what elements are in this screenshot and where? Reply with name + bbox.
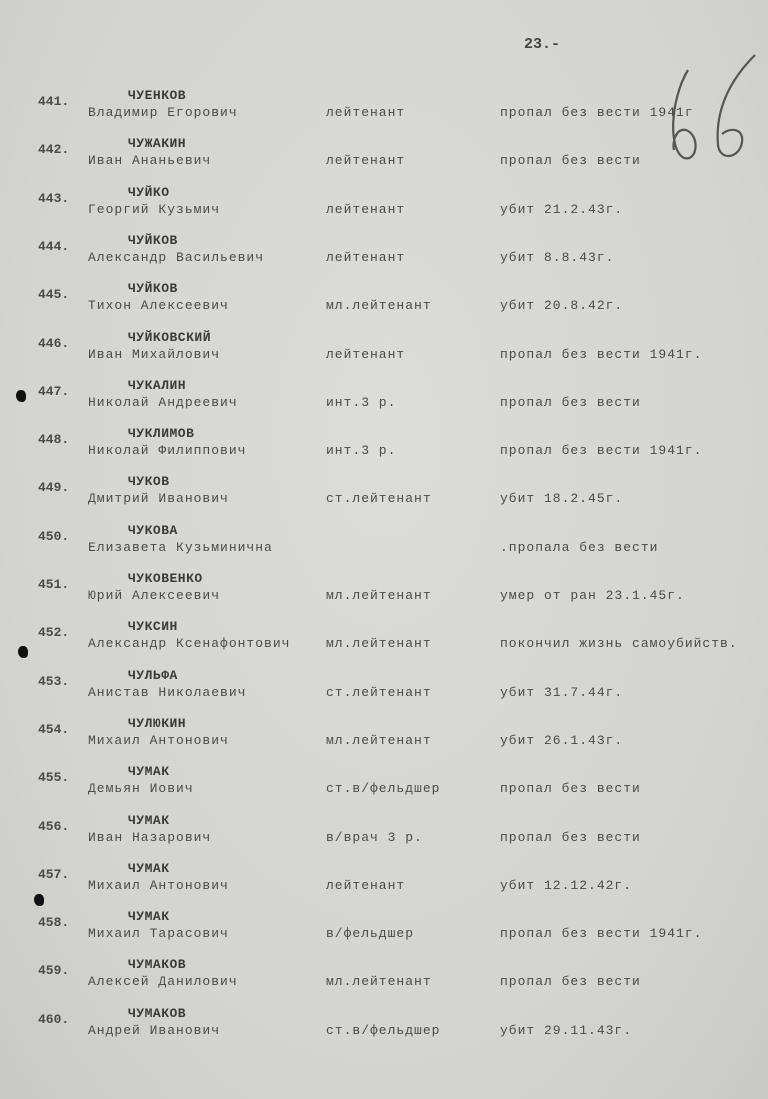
surname: ЧУКОВ: [128, 474, 170, 490]
rank: ст.лейтенант: [326, 684, 432, 700]
rank: мл.лейтенант: [326, 588, 432, 603]
rank: в/врач 3 р.: [326, 829, 423, 845]
list-item: [0, 667, 768, 718]
entry-number: 442.: [38, 142, 70, 158]
surname: ЧУМАК: [128, 860, 170, 876]
entry-number: 457.: [38, 866, 70, 882]
given-name: Юрий Алексеевич: [88, 588, 221, 603]
punch-hole: [34, 894, 44, 906]
status: пропал без вести: [500, 394, 641, 410]
entry-number: 443.: [38, 190, 70, 206]
list-item: [0, 522, 768, 573]
list-item: [0, 571, 768, 621]
entry-number: 459.: [38, 963, 70, 979]
list-item: [0, 329, 768, 380]
surname: ЧУКАЛИН: [128, 377, 187, 393]
page-number: 23.-: [524, 36, 561, 53]
entry-number: 455.: [38, 770, 70, 786]
rank: лейтенант: [326, 105, 406, 120]
list-item: [0, 377, 768, 428]
list-item: [0, 957, 768, 1007]
given-name: Дмитрий Иванович: [88, 491, 229, 507]
given-name: Иван Ананьевич: [88, 153, 212, 169]
given-name: Александр Ксенафонтович: [88, 636, 291, 652]
surname: ЧУКОВА: [128, 522, 178, 538]
rank: инт.3 р.: [326, 394, 397, 410]
status: пропал без вести 1941г.: [500, 926, 703, 942]
rank: лейтенант: [326, 201, 406, 217]
given-name: Демьян Иович: [88, 781, 194, 797]
given-name: Николай Андреевич: [88, 394, 238, 410]
status: .пропала без вести: [500, 539, 659, 555]
rank: лейтенант: [326, 249, 406, 265]
status: пропал без вести 1941г.: [500, 443, 703, 459]
entry-number: 458.: [38, 915, 70, 931]
surname: ЧУКСИН: [128, 619, 178, 635]
list-item: [0, 909, 768, 959]
status: убит 18.2.45г.: [500, 491, 624, 507]
surname: ЧУМАК: [128, 812, 170, 828]
entry-number: 460.: [38, 1011, 70, 1027]
status: пропал без вести 1941г: [500, 105, 694, 120]
entry-number: 441.: [38, 94, 70, 109]
rank: в/фельдшер: [326, 926, 415, 942]
surname: ЧУЕНКОВ: [128, 88, 187, 103]
status: убит 12.12.42г.: [500, 877, 633, 893]
list-item: [0, 184, 768, 235]
rank: мл.лейтенант: [326, 974, 432, 990]
given-name: Иван Михайлович: [88, 346, 221, 362]
status: убит 26.1.43г.: [500, 732, 624, 748]
rank: мл.лейтенант: [326, 636, 432, 652]
status: пропал без вести: [500, 829, 641, 845]
surname: ЧУЙКОВСКИЙ: [128, 329, 212, 345]
rank: ст.в/фельдшер: [326, 781, 441, 797]
punch-hole: [16, 390, 26, 402]
status: убит 21.2.43г.: [500, 201, 624, 217]
list-item: [0, 232, 768, 283]
rank: ст.лейтенант: [326, 491, 432, 507]
entry-number: 451.: [38, 577, 70, 592]
entry-number: 456.: [38, 818, 70, 834]
given-name: Андрей Иванович: [88, 1022, 221, 1038]
status: пропал без вести: [500, 153, 641, 169]
given-name: Михаил Антонович: [88, 732, 229, 748]
rank: лейтенант: [326, 346, 406, 362]
status: пропал без вести 1941г.: [500, 346, 703, 362]
list-item: [0, 136, 768, 186]
status: убит 8.8.43г.: [500, 249, 615, 265]
surname: ЧУЛЬФА: [128, 667, 178, 683]
status: пропал без вести: [500, 974, 641, 990]
given-name: Владимир Егорович: [88, 105, 238, 120]
entry-number: 448.: [38, 432, 70, 448]
surname: ЧУМАК: [128, 764, 170, 780]
surname: ЧУЛЮКИН: [128, 715, 187, 731]
list-item: [0, 715, 768, 766]
rank: мл.лейтенант: [326, 732, 432, 748]
entry-number: 452.: [38, 625, 70, 641]
entry-number: 450.: [38, 528, 70, 544]
list-item: [0, 426, 768, 476]
given-name: Михаил Тарасович: [88, 926, 229, 942]
given-name: Елизавета Кузьминична: [88, 539, 273, 555]
entry-number: 453.: [38, 673, 70, 689]
given-name: Георгий Кузьмич: [88, 201, 221, 217]
given-name: Тихон Алексеевич: [88, 298, 229, 314]
given-name: Михаил Антонович: [88, 877, 229, 893]
surname: ЧУМАК: [128, 909, 170, 925]
entry-number: 445.: [38, 287, 70, 303]
given-name: Александр Васильевич: [88, 249, 265, 265]
given-name: Алексей Данилович: [88, 974, 238, 990]
surname: ЧУЙКОВ: [128, 232, 178, 248]
list-item: [0, 619, 768, 669]
list-item: [0, 1005, 768, 1056]
entry-number: 454.: [38, 721, 70, 737]
status: умер от ран 23.1.45г.: [500, 588, 685, 603]
punch-hole: [18, 646, 28, 658]
rank: лейтенант: [326, 877, 406, 893]
list-item: [0, 281, 768, 331]
list-item: [0, 812, 768, 863]
given-name: Анистав Николаевич: [88, 684, 247, 700]
surname: ЧУЙКО: [128, 184, 170, 200]
status: убит 29.11.43г.: [500, 1022, 633, 1038]
rank: лейтенант: [326, 153, 406, 169]
given-name: Иван Назарович: [88, 829, 212, 845]
given-name: Николай Филиппович: [88, 443, 247, 459]
status: покончил жизнь самоубийств.: [500, 636, 738, 652]
list-item: [0, 860, 768, 911]
surname: ЧУМАКОВ: [128, 1005, 187, 1021]
rank: мл.лейтенант: [326, 298, 432, 314]
rank: инт.3 р.: [326, 443, 397, 459]
entry-number: 447.: [38, 383, 70, 399]
status: убит 31.7.44г.: [500, 684, 624, 700]
surname: ЧУКЛИМОВ: [128, 426, 195, 442]
entry-number: 446.: [38, 335, 70, 351]
surname: ЧУКОВЕНКО: [128, 571, 203, 586]
entry-number: 444.: [38, 238, 70, 254]
list-item: [0, 474, 768, 524]
list-item: [0, 764, 768, 814]
surname: ЧУЙКОВ: [128, 281, 178, 297]
entry-number: 449.: [38, 480, 70, 496]
surname: ЧУЖАКИН: [128, 136, 187, 152]
surname: ЧУМАКОВ: [128, 957, 187, 973]
rank: ст.в/фельдшер: [326, 1022, 441, 1038]
status: пропал без вести: [500, 781, 641, 797]
list-item: [0, 88, 768, 138]
status: убит 20.8.42г.: [500, 298, 624, 314]
